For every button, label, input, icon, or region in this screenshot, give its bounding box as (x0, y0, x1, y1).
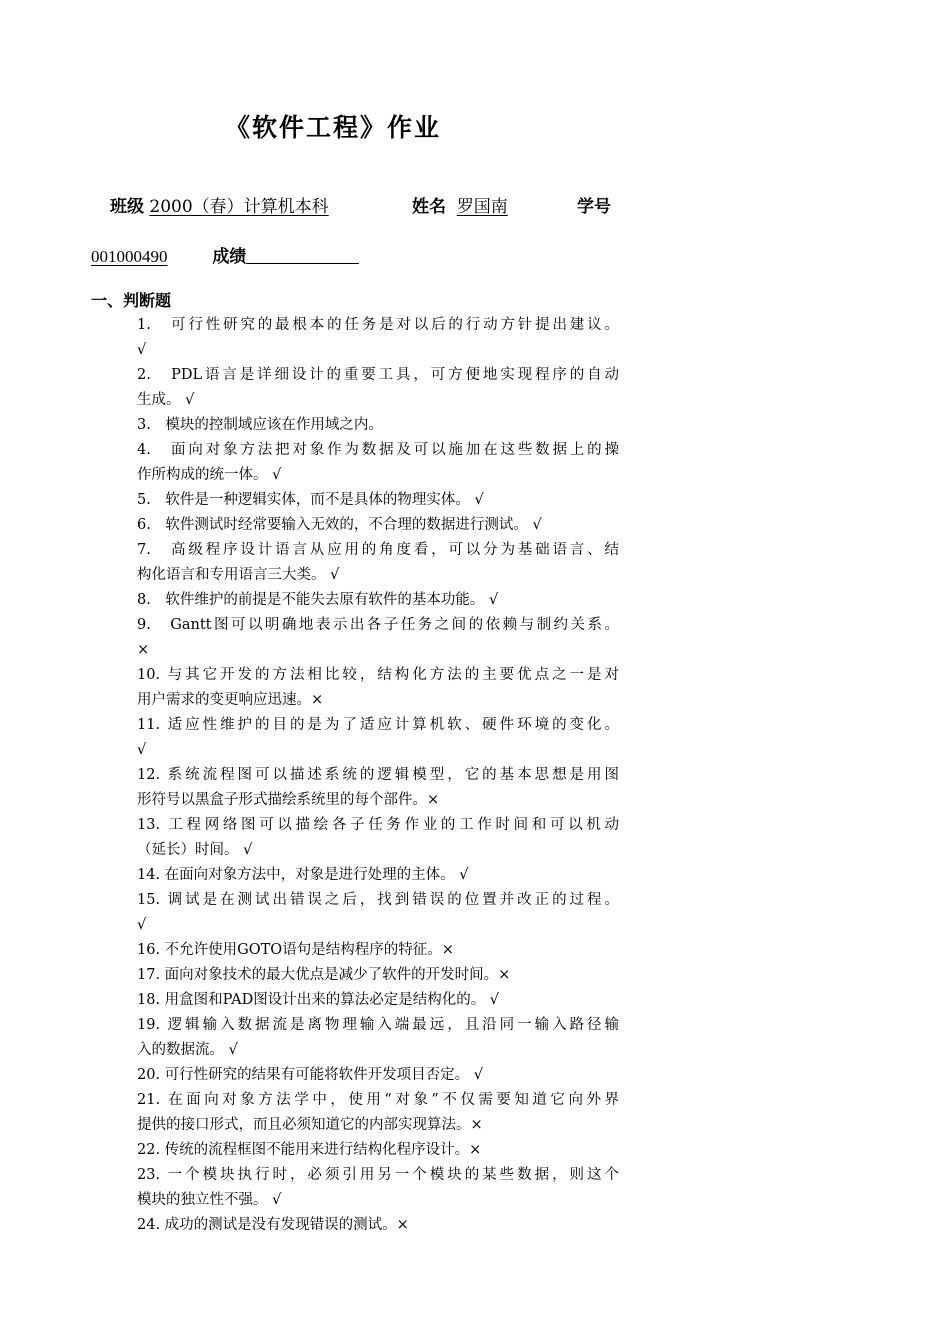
question-line: 24. 成功的测试是没有发现错误的测试。× (137, 1217, 409, 1233)
question-line: 模块的独立性不强。 √ (137, 1192, 282, 1208)
question-line: 形符号以黑盒子形式描绘系统里的每个部件。× (137, 792, 440, 808)
question-item (137, 1163, 619, 1213)
name-label: 姓名 (412, 197, 446, 217)
question-item (137, 538, 619, 588)
question-line: 2. PDL语言是详细设计的重要工具，可方便地实现程序的自动 (137, 367, 619, 383)
question-item (137, 863, 619, 888)
question-item (137, 1088, 619, 1138)
question-line: 11. 适应性维护的目的是为了适应计算机软、硬件环境的变化。 (137, 717, 619, 733)
question-item (137, 613, 619, 663)
score-blank (246, 247, 359, 264)
question-line: 20. 可行性研究的结果有可能将软件开发项目否定。 √ (137, 1067, 484, 1083)
question-line: 15. 调试是在测试出错误之后，找到错误的位置并改正的过程。 (137, 892, 619, 908)
question-item (137, 438, 619, 488)
question-list (137, 313, 619, 1238)
question-line: 7. 高级程序设计语言从应用的角度看，可以分为基础语言、结 (137, 542, 619, 558)
question-line: √ (137, 742, 147, 758)
question-line: 12. 系统流程图可以描述系统的逻辑模型，它的基本思想是用图 (137, 767, 619, 783)
class-field (110, 192, 329, 217)
question-line: 生成。 √ (137, 392, 195, 408)
question-line: 5. 软件是一种逻辑实体，而不是具体的物理实体。 √ (137, 492, 484, 508)
question-item (137, 513, 619, 538)
question-line: 入的数据流。 √ (137, 1042, 238, 1058)
question-line: 3. 模块的控制域应该在作用域之内。 (137, 417, 383, 433)
question-line: 19. 逻辑输入数据流是离物理输入端最远，且沿同一输入路径输 (137, 1017, 619, 1033)
section-title: 一、判断题 (91, 291, 172, 310)
document-title: 《软件工程》作业 (225, 113, 442, 142)
question-item (137, 763, 619, 813)
question-line: 9. Gantt图可以明确地表示出各子任务之间的依赖与制约关系。 (137, 617, 619, 633)
question-line: √ (137, 917, 147, 933)
name-field (412, 192, 508, 217)
question-item (137, 1013, 619, 1063)
question-item (137, 588, 619, 613)
class-label: 班级 (110, 197, 144, 217)
question-line: 6. 软件测试时经常要输入无效的，不合理的数据进行测试。 √ (137, 517, 542, 533)
question-line: 17. 面向对象技术的最大优点是减少了软件的开发时间。× (137, 967, 511, 983)
question-item (137, 713, 619, 763)
question-line: 用户需求的变更响应迅速。× (137, 692, 324, 708)
question-line: 13. 工程网络图可以描绘各子任务作业的工作时间和可以机动 (137, 817, 619, 833)
question-item (137, 413, 619, 438)
question-item (137, 363, 619, 413)
id-field (577, 192, 611, 217)
question-line: 作所构成的统一体。 √ (137, 467, 282, 483)
question-line: 22. 传统的流程框图不能用来进行结构化程序设计。× (137, 1142, 482, 1158)
question-line: 1. 可行性研究的最根本的任务是对以后的行动方针提出建议。 (137, 317, 619, 333)
question-line: 构化语言和专用语言三大类。 √ (137, 567, 340, 583)
question-item (137, 963, 619, 988)
question-line: 16. 不允许使用GOTO语句是结构程序的特征。× (137, 942, 454, 958)
question-line: 18. 用盒图和PAD图设计出来的算法必定是结构化的。 √ (137, 992, 500, 1008)
score-label: 成绩 (212, 247, 247, 267)
question-line: 10. 与其它开发的方法相比较，结构化方法的主要优点之一是对 (137, 667, 619, 683)
question-line: × (137, 642, 150, 658)
question-item (137, 313, 619, 363)
question-line: 23. 一个模块执行时，必须引用另一个模块的某些数据，则这个 (137, 1167, 619, 1183)
question-item (137, 813, 619, 863)
question-item (137, 888, 619, 938)
question-line: 4. 面向对象方法把对象作为数据及可以施加在这些数据上的操 (137, 442, 619, 458)
question-line: 8. 软件维护的前提是不能失去原有软件的基本功能。 √ (137, 592, 499, 608)
question-item (137, 1138, 619, 1163)
question-item (137, 663, 619, 713)
question-item (137, 1213, 619, 1238)
question-line: （延长）时间。 √ (137, 842, 253, 858)
question-line: 21. 在面向对象方法学中，使用“对象”不仅需要知道它向外界 (137, 1092, 619, 1108)
id-score-row (91, 242, 359, 267)
question-item (137, 1063, 619, 1088)
id-value: 001000490 (91, 247, 168, 266)
question-item (137, 988, 619, 1013)
question-item (137, 488, 619, 513)
question-line: √ (137, 342, 147, 358)
question-line: 14. 在面向对象方法中，对象是进行处理的主体。 √ (137, 867, 469, 883)
question-line: 提供的接口形式，而且必须知道它的内部实现算法。× (137, 1117, 483, 1133)
name-value: 罗国南 (456, 197, 508, 217)
class-value: 2000（春）计算机本科 (149, 197, 329, 217)
question-item (137, 938, 619, 963)
id-label: 学号 (577, 197, 611, 217)
